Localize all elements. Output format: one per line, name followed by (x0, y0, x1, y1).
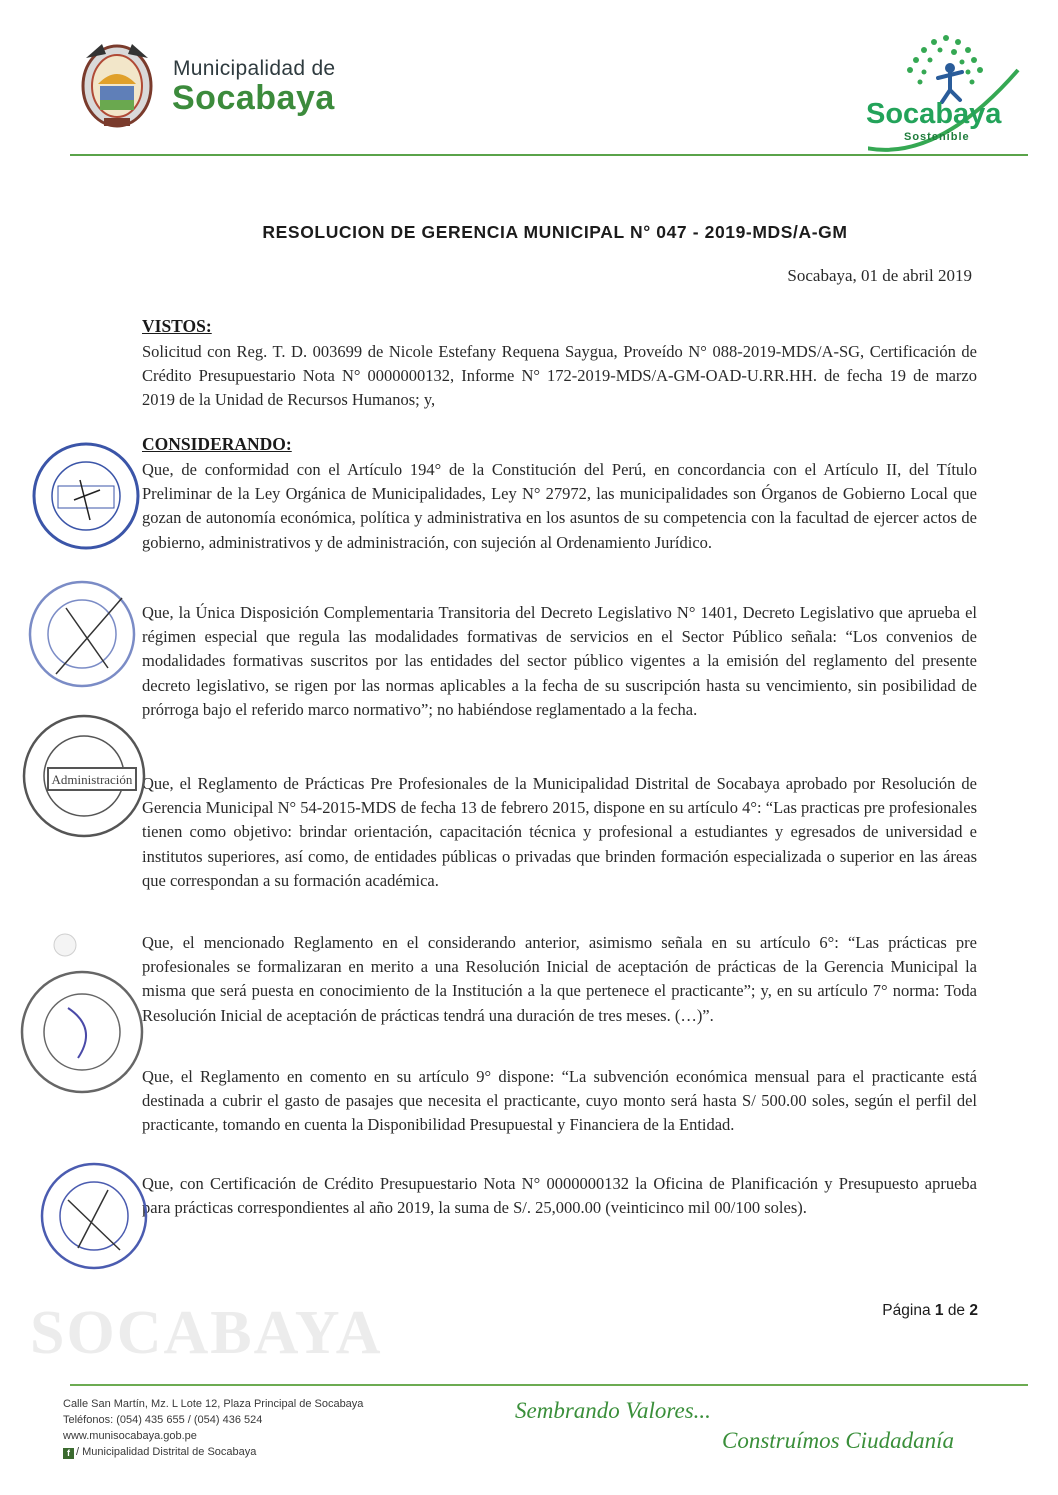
footer-website: www.munisocabaya.gob.pe (63, 1430, 197, 1442)
vistos-heading: VISTOS: (142, 316, 212, 336)
slogan-line1: Sembrando Valores... (515, 1398, 711, 1423)
page-of: de (947, 1302, 966, 1319)
recursos-humanos-stamp (38, 1160, 150, 1272)
considerando-paragraph: Que, el Reglamento en comento en su artículo 9° dispone: “La subvención económica mensual para el practicante está destinada a cubrir el gasto de pasajes que necesita el practicante, cuyo monto será hasta S/ 500.00 soles, según el perfil del practicante, tomando en cuenta la Disponibilidad Presupuestal y Financiera de la Entidad. (142, 1067, 977, 1135)
administracion-stamp-label: Administración (51, 772, 133, 787)
vistos-paragraph: Solicitud con Reg. T. D. 003699 de Nicole Estefany Requena Saygua, Proveído N° 088-2019-MDS/A-SG, Certificación de Crédito Presupuestario Nota N° 0000000132, Informe N° 172-2019-MDS/A-GM-OAD-U.RR.HH. de fecha 19 de marzo 2019 de la Unidad de Recursos Humanos; y, (142, 342, 977, 410)
footer-contact (63, 1396, 363, 1460)
planificacion-presupuesto-stamp (18, 968, 146, 1096)
footer-address: Calle San Martín, Mz. L Lote 12, Plaza Principal de Socabaya (63, 1398, 364, 1410)
slogan-line2: Construímos Ciudadanía (722, 1428, 954, 1453)
footer-phones: Teléfonos: (054) 435 655 / (054) 436 524 (63, 1414, 263, 1426)
facebook-icon: f (63, 1448, 74, 1459)
considerando-paragraph: Que, con Certificación de Crédito Presupuestario Nota N° 0000000132 la Oficina de Planificación y Presupuesto aprueba para prácticas correspondientes al año 2019, la suma de S/. 25,000.00 (veinticinco mil 00/100 soles). (142, 1174, 977, 1218)
footer-divider (70, 1384, 1028, 1386)
asesoria-juridica-stamp (26, 578, 138, 690)
municipal-coat-of-arms-logo (74, 34, 160, 134)
municipality-name-line2: Socabaya (172, 79, 335, 117)
considerando-paragraph: Que, de conformidad con el Artículo 194° de la Constitución del Perú, en concordancia con el Artículo II, del Título Preliminar de la Ley Orgánica de Municipalidades, Ley N° 27972, las municipalidades son Órganos de Gobierno Local que gozan de autonomía económica, política y administrativa en los asuntos de su competencia con la facultad de ejercer actos de gobierno, administrativos y de administración, con sujeción al Ordenamiento Jurídico. (142, 460, 977, 552)
gerencia-municipal-stamp (30, 440, 142, 552)
considerando-heading: CONSIDERANDO: (142, 434, 292, 454)
page-label: Página (882, 1302, 931, 1319)
sostenible-logo-subtitle: Sostenible (904, 131, 970, 143)
municipality-name-line1: Municipalidad de (173, 57, 336, 80)
sostenible-logo-title: Socabaya (866, 98, 1002, 130)
header-divider (70, 154, 1028, 156)
page-total: 2 (969, 1302, 978, 1319)
considerando-paragraph: Que, la Única Disposición Complementaria Transitoria del Decreto Legislativo N° 1401, Decreto Legislativo que aprueba el régimen especial que regula las modalidades formativas de servicios en el Sector Público señala: “Los convenios de modalidades formativas suscritos por las entidades del sector público vigentes a la emisión del reglamento del presente decreto legislativo, se rigen por las normas aplicables a la fecha de su suscripción hasta su vencimiento, sin posibilidad de prórroga bajo el referido marco normativo”; no habiéndose reglamentado a la fecha. (142, 603, 977, 719)
considerando-paragraph: Que, el Reglamento de Prácticas Pre Profesionales de la Municipalidad Distrital de Socabaya aprobado por Resolución de Gerencia Municipal N° 54-2015-MDS de fecha 13 de febrero 2015, dispone en su artículo 4°: “Las practicas pre profesionales tienen como objetivo: brindar orientación, capacitación técnica y profesional a estudiantes y egresados de universidad e institutos superiores, así como, de entidades públicas o privadas que brinden formación especializada o superior en las áreas que correspondan a su formación académica. (142, 774, 977, 890)
administracion-stamp (20, 712, 148, 840)
socabaya-watermark: SOCABAYA (30, 1299, 383, 1367)
resolution-date: Socabaya, 01 de abril 2019 (787, 266, 972, 285)
considerando-paragraph: Que, el mencionado Reglamento en el considerando anterior, asimismo señala en su artículo 6°: “Las prácticas pre profesionales se formalizaran en merito a una Resolución Inicial de aceptación de prácticas de la Gerencia Municipal la misma que será puesta en conocimiento de la Institución a la que pertenece el practicante”; y, en su artículo 7° norma: Toda Resolución Inicial de aceptación de prácticas tendrá una duración de tres meses. (…)”. (142, 933, 977, 1025)
page-number (882, 1302, 978, 1320)
footer-facebook: / Municipalidad Distrital de Socabaya (76, 1446, 257, 1458)
page-current: 1 (934, 1302, 944, 1319)
punched-hole (50, 930, 80, 960)
resolution-title: RESOLUCION DE GERENCIA MUNICIPAL N° 047 - 2019-MDS/A-GM (262, 222, 848, 242)
